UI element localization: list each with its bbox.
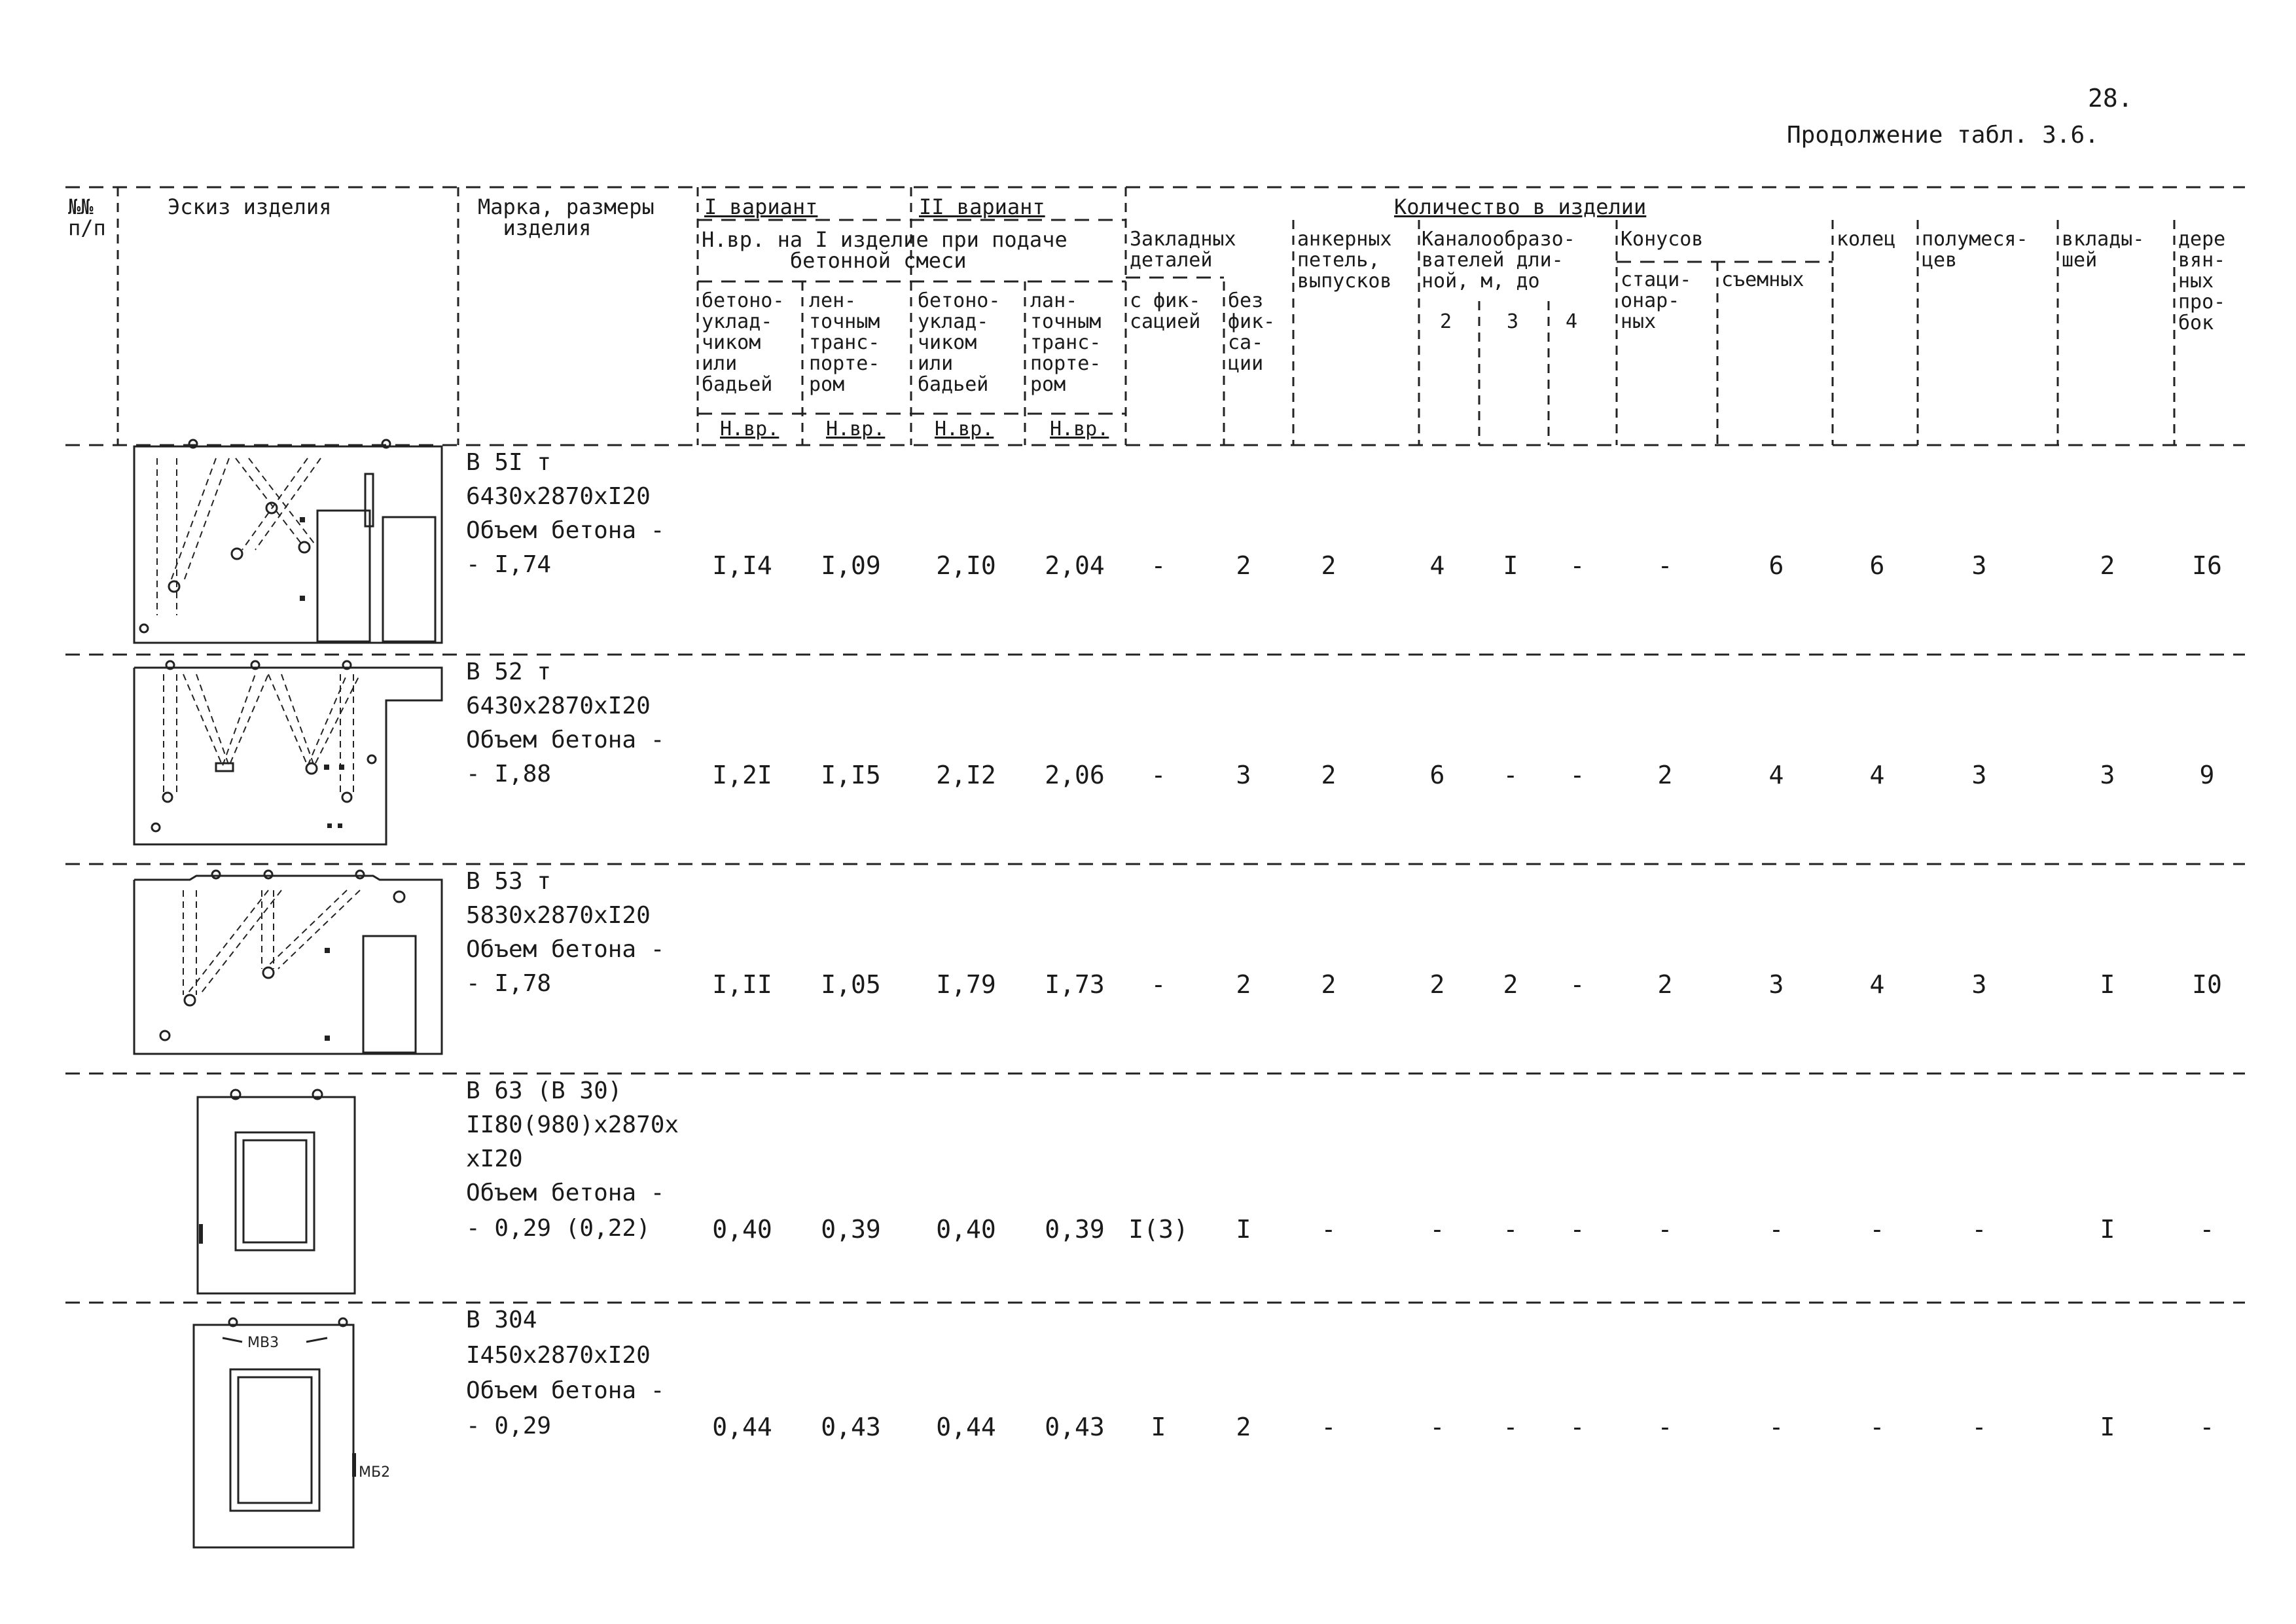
table-cell: 2,I0 (936, 551, 996, 580)
table-cell: 2 (1657, 970, 1673, 999)
table-cell: I,73 (1045, 970, 1105, 999)
table-cell: 3 (1236, 761, 1251, 789)
mark-line: Объем бетона - (466, 936, 665, 963)
header-anchor: анкерных петель, выпусков (1297, 228, 1392, 293)
mark-line: - I,88 (466, 761, 552, 787)
mark-line: Объем бетона - (466, 727, 665, 753)
mark-line: II80(980)x2870x (466, 1111, 679, 1138)
table-cell: - (1321, 1413, 1336, 1441)
header-cones: Конусов (1621, 228, 1704, 251)
table-cell: 6 (1429, 761, 1445, 789)
header-channel: Каналообразо- вателей дли- ной, м, до (1422, 228, 1575, 293)
continuation-note: Продолжение табл. 3.6. (1787, 122, 2099, 149)
mark-line: В 304 (466, 1307, 537, 1333)
table-cell: I (2100, 1413, 2115, 1441)
table-cell: - (1768, 1215, 1784, 1244)
mark-line: 5830x2870xI20 (466, 902, 651, 929)
mark-line: В 52 т (466, 659, 552, 685)
sketch-b304 (190, 1309, 406, 1551)
table-cell: 2 (1321, 970, 1336, 999)
table-cell: 2 (1429, 970, 1445, 999)
table-cell: - (1869, 1413, 1885, 1441)
mark-line: - I,74 (466, 551, 552, 578)
mark-line: Объем бетона - (466, 1377, 665, 1404)
mark-line: 6430x2870xI20 (466, 693, 651, 719)
table-cell: 2 (1236, 1413, 1251, 1441)
table-cell: - (1657, 1215, 1673, 1244)
sketch-label-mb2: МБ2 (359, 1464, 391, 1481)
table-cell: - (1429, 1215, 1445, 1244)
header-variant-2: II вариант (919, 194, 1045, 219)
table-cell: 3 (1971, 761, 1987, 789)
header-mark: Марка, размеры изделия (478, 194, 655, 240)
table-cell: - (1570, 1215, 1585, 1244)
table-cell: 2 (1503, 970, 1518, 999)
table-cell: 2 (1321, 761, 1336, 789)
table-cell: 0,39 (1045, 1215, 1105, 1244)
header-removable: съемных (1721, 268, 1804, 291)
header-ch-3: 3 (1507, 310, 1519, 333)
table-cell: 0,43 (821, 1413, 881, 1441)
mark-line: Объем бетона - (466, 1180, 665, 1206)
table-cell: - (1657, 551, 1673, 580)
header-no: №№ п/п (68, 194, 106, 240)
table-cell: I (2100, 970, 2115, 999)
header-embedded: Закладных деталей (1130, 228, 1236, 272)
table-cell: 3 (1971, 551, 1987, 580)
table-cell: - (1971, 1215, 1987, 1244)
table-cell: - (1151, 970, 1166, 999)
table-cell: - (1570, 970, 1585, 999)
table-cell: I,I5 (821, 761, 881, 789)
table-cell: I,I4 (712, 551, 772, 580)
table-cell: - (2199, 1413, 2215, 1441)
page-number: 28. (2088, 84, 2133, 113)
header-concrete-layer-2: бетоно- уклад- чиком или бадьей (918, 289, 1001, 396)
table-cell: - (1570, 761, 1585, 789)
table-cell: - (2199, 1215, 2215, 1244)
table-cell: 3 (2100, 761, 2115, 789)
header-ch-4: 4 (1566, 310, 1578, 333)
mark-line: 6430x2870xI20 (466, 483, 651, 510)
mark-line: Объем бетона - (466, 517, 665, 544)
table-cell: 9 (2199, 761, 2215, 789)
table-cell: - (1503, 1413, 1518, 1441)
mark-line: - I,78 (466, 970, 552, 997)
table-cell: 0,40 (936, 1215, 996, 1244)
sketch-b53 (124, 864, 452, 1067)
table-cell: 0,40 (712, 1215, 772, 1244)
mark-line: В 53 т (466, 868, 552, 895)
table-cell: I,2I (712, 761, 772, 789)
table-cell: 2 (1236, 970, 1251, 999)
table-cell: I,09 (821, 551, 881, 580)
table-cell: - (1503, 761, 1518, 789)
table-cell: 4 (1869, 761, 1885, 789)
header-concrete-layer-1: бетоно- уклад- чиком или бадьей (702, 289, 785, 396)
mark-line: I450x2870xI20 (466, 1342, 651, 1369)
header-half-moons: полумеся- цев (1922, 228, 2028, 272)
table-cell: - (1503, 1215, 1518, 1244)
table-cell: I,05 (821, 970, 881, 999)
header-unit-1: Н.вр. (720, 418, 780, 441)
table-cell: 4 (1768, 761, 1784, 789)
table-cell: 2 (1657, 761, 1673, 789)
table-cell: I (1236, 1215, 1251, 1244)
table-cell: - (1429, 1413, 1445, 1441)
table-cell: 2 (1321, 551, 1336, 580)
sketch-b52 (124, 655, 452, 857)
sketch-b51 (124, 432, 452, 648)
table-cell: 3 (1768, 970, 1784, 999)
mark-line: В 63 (В 30) (466, 1077, 622, 1104)
table-cell: 2,06 (1045, 761, 1105, 789)
table-cell: I0 (2192, 970, 2222, 999)
header-norm-time: Н.вр. на I изделие при подаче бетонной смеси (702, 227, 1067, 273)
header-without-fix: без фик- са- ции (1228, 289, 1276, 375)
header-with-fix: с фик- сацией (1130, 289, 1201, 333)
table-cell: 0,44 (712, 1413, 772, 1441)
mark-line: - 0,29 (0,22) (466, 1215, 651, 1242)
header-unit-4: Н.вр. (1050, 418, 1109, 441)
table-cell: 4 (1869, 970, 1885, 999)
table-cell: 0,43 (1045, 1413, 1105, 1441)
table-cell: I(3) (1128, 1215, 1189, 1244)
table-cell: - (1570, 551, 1585, 580)
table-cell: 6 (1869, 551, 1885, 580)
sketch-label-mb3: МВ3 (247, 1335, 279, 1351)
header-unit-3: Н.вр. (935, 418, 994, 441)
table-cell: - (1151, 551, 1166, 580)
header-sketch: Эскиз изделия (168, 194, 332, 219)
header-rings: колец (1837, 228, 1896, 251)
table-cell: - (1768, 1413, 1784, 1441)
table-cell: I,79 (936, 970, 996, 999)
header-unit-2: Н.вр. (826, 418, 886, 441)
table-cell: - (1151, 761, 1166, 789)
table-cell: 2 (1236, 551, 1251, 580)
table-cell: - (1869, 1215, 1885, 1244)
table-cell: I (1151, 1413, 1166, 1441)
sketch-b63 (190, 1080, 367, 1296)
table-cell: 0,39 (821, 1215, 881, 1244)
table-cell: I6 (2192, 551, 2222, 580)
header-quantity: Количество в изделии (1394, 194, 1647, 219)
table-cell: 6 (1768, 551, 1784, 580)
mark-line: В 5I т (466, 449, 552, 476)
table-cell: 2 (2100, 551, 2115, 580)
mark-line: - 0,29 (466, 1413, 552, 1439)
header-ch-2: 2 (1440, 310, 1452, 333)
header-plugs: дере вян- ных про- бок (2178, 228, 2226, 334)
table-cell: 2,04 (1045, 551, 1105, 580)
header-variant-1: I вариант (704, 194, 818, 219)
table-cell: - (1570, 1413, 1585, 1441)
header-inserts: вклады- шей (2062, 228, 2145, 272)
table-cell: I (1503, 551, 1518, 580)
table-cell: - (1657, 1413, 1673, 1441)
table-cell: 2,I2 (936, 761, 996, 789)
mark-line: xI20 (466, 1146, 523, 1172)
table-cell: I (2100, 1215, 2115, 1244)
table-cell: - (1321, 1215, 1336, 1244)
header-belt-1: лен- точным транс- порте- ром (809, 289, 880, 396)
table-cell: 3 (1971, 970, 1987, 999)
header-belt-2: лан- точным транс- порте- ром (1030, 289, 1102, 396)
table-cell: 0,44 (936, 1413, 996, 1441)
table-cell: 4 (1429, 551, 1445, 580)
table-cell: - (1971, 1413, 1987, 1441)
table-cell: I,II (712, 970, 772, 999)
header-stationary: стаци- онар- ных (1621, 268, 1692, 333)
